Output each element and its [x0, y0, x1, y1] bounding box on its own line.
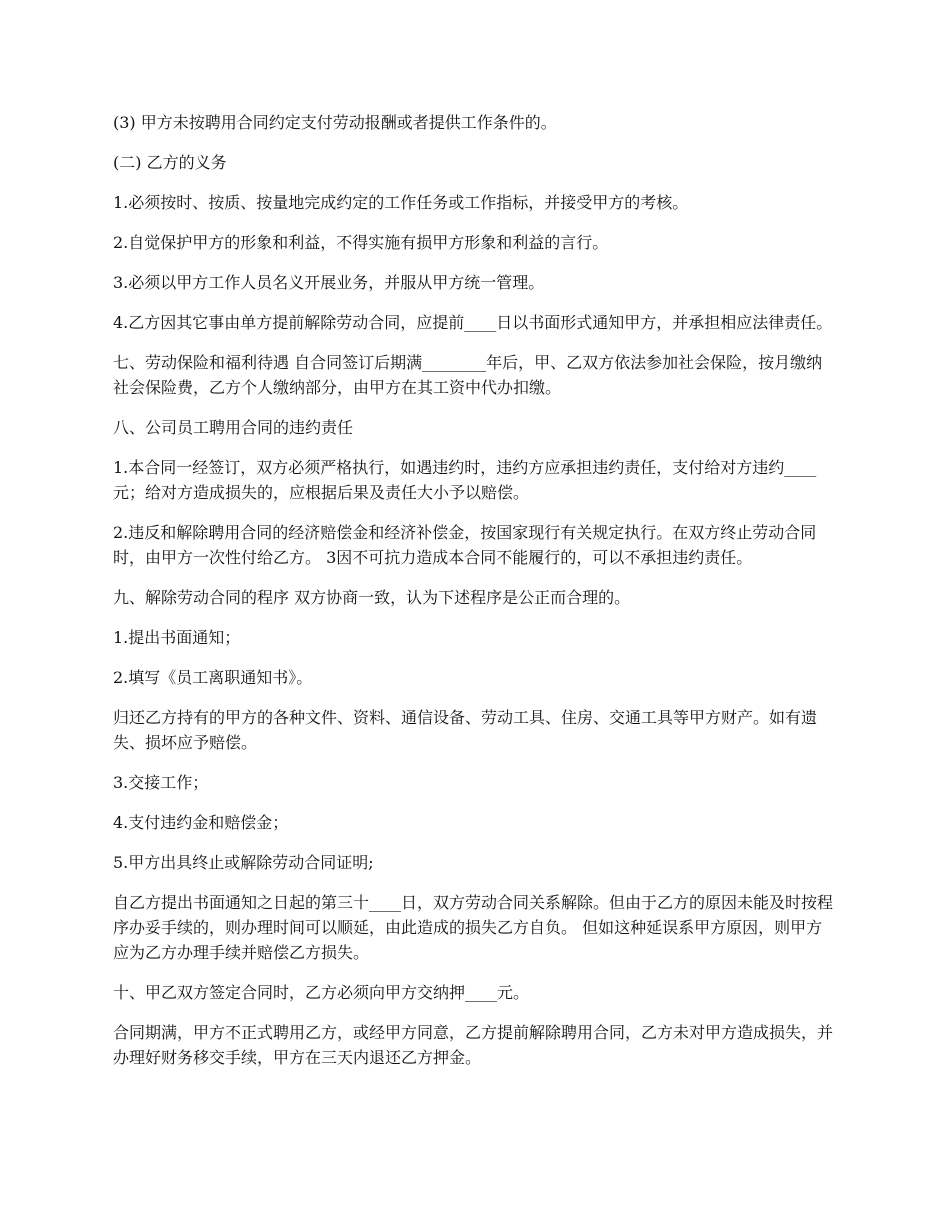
termination-timing: 自乙方提出书面通知之日起的第三十____日，双方劳动合同关系解除。但由于乙方的原因未能及时按程序办妥手续的，则办理时间可以顺延，由此造成的损失乙方自负。 但如这种延误系甲方原因，则甲方应为乙方办理手续并赔偿乙方损失。 [113, 893, 834, 962]
procedure-5-certificate: 5.甲方出具终止或解除劳动合同证明; [113, 853, 374, 872]
deposit-refund: 合同期满，甲方不正式聘用乙方，或经甲方同意，乙方提前解除聘用合同，乙方未对甲方造成损失，并办理好财务移交手续，甲方在三天内退还乙方押金。 [113, 1023, 834, 1067]
section-7-insurance: 七、劳动保险和福利待遇 自合同签订后期满________年后，甲、乙双方依法参加社会保险，按月缴纳社会保险费，乙方个人缴纳部分，由甲方在其工资中代办扣缴。 [113, 353, 823, 397]
document-body [113, 110, 838, 1085]
procedure-3-handover: 3.交接工作； [113, 773, 209, 792]
procedure-return-property: 归还乙方持有的甲方的各种文件、资料、通信设备、劳动工具、住房、交通工具等甲方财产。如有遗失、损坏应予赔偿。 [113, 708, 818, 752]
section-9-termination-procedure: 九、解除劳动合同的程序 双方协商一致，认为下述程序是公正而合理的。 [113, 588, 631, 607]
clause-party-a-unpaid: (3) 甲方未按聘用合同约定支付劳动报酬或者提供工作条件的。 [113, 113, 557, 132]
duty-3-work-in-name: 3.必须以甲方工作人员名义开展业务，并服从甲方统一管理。 [113, 273, 545, 292]
duty-2-protect-image: 2.自觉保护甲方的形象和利益，不得实施有损甲方形象和利益的言行。 [113, 233, 609, 252]
breach-2-compensation: 2.违反和解除聘用合同的经济赔偿金和经济补偿金，按国家现行有关规定执行。在双方终止劳动合同时，由甲方一次性付给乙方。 3因不可抗力造成本合同不能履行的，可以不承担违约责任。 [113, 523, 817, 567]
duty-4-early-termination: 4.乙方因其它事由单方提前解除劳动合同，应提前____日以书面形式通知甲方，并承担相应法律责任。 [113, 313, 833, 332]
procedure-4-pay-damages: 4.支付违约金和赔偿金； [113, 813, 289, 832]
section-8-breach-heading: 八、公司员工聘用合同的违约责任 [113, 418, 354, 437]
section-party-b-duties: (二) 乙方的义务 [113, 153, 227, 172]
section-10-deposit: 十、甲乙双方签定合同时，乙方必须向甲方交纳押____元。 [113, 983, 530, 1002]
procedure-1-notice: 1.提出书面通知； [113, 628, 241, 647]
duty-1-complete-tasks: 1.必须按时、按质、按量地完成约定的工作任务或工作指标，并接受甲方的考核。 [113, 193, 689, 212]
breach-1-penalty: 1.本合同一经签订，双方必须严格执行，如遇违约时，违约方应承担违约责任，支付给对方违约____元；给对方造成损失的，应根据后果及责任大小予以赔偿。 [113, 458, 817, 502]
procedure-2-form: 2.填写《员工离职通知书》。 [113, 668, 313, 687]
